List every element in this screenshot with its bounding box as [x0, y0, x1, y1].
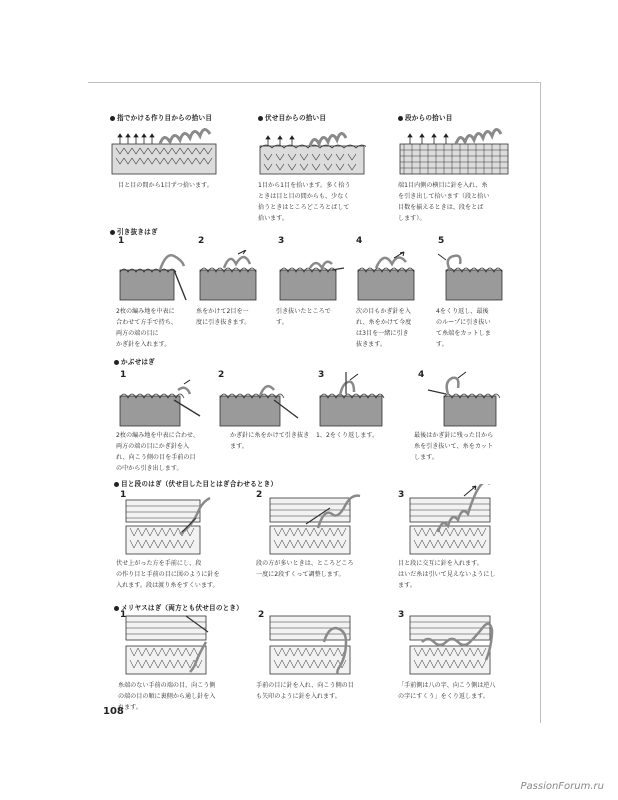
step-caption: 糸をかけて2目を一 度に引き抜きます。: [196, 308, 251, 326]
step-caption: 段の方が多いときは、ところどころ 一度に2段すくって調整します。: [256, 560, 354, 578]
section-caption: 1目から1目を拾います。多く拾う ときは目と目の間からも、少なく 拾うときはところどころとばして 拾います。: [258, 182, 351, 222]
step-caption: 糸端のない手前の端の目、向こう側 の端の目の順に裏側から通し針を入 れます。: [118, 682, 216, 711]
step-caption: 4をくり返し、最後 のループに引き抜い て糸端をカットしま す。: [436, 308, 491, 348]
step-number: 4: [356, 236, 363, 246]
bullet-icon: [114, 360, 119, 365]
step-number: 2: [256, 490, 263, 500]
slip-stitch-step-figure: [354, 250, 426, 302]
step-caption: 目と段に交互に針を入れます。 はいだ糸は引いて見えないようにし ます。: [398, 560, 496, 589]
step-caption: 最後はかぎ針に残った目から 糸を引き抜いて、糸をカット します。: [414, 432, 494, 461]
kitchener-step-figure: [268, 612, 364, 676]
step-number: 2: [258, 610, 265, 620]
step-caption: 2枚の編み地を中表に合わせ、 両方の端の目にかぎ針を入 れ、向こう側の目を手前の目 の中から引き出します。: [116, 432, 199, 472]
stitch-row-graft-figure: [268, 494, 364, 556]
section-title: 伏せ目からの拾い目: [258, 112, 326, 122]
cover-bind-step-figure: [118, 378, 204, 428]
section-title: 目と段のはぎ（伏せ目した目とはぎ合わせるとき）: [114, 478, 277, 488]
cover-bind-step-figure: [316, 370, 402, 428]
step-number: 3: [318, 370, 325, 380]
cover-bind-step-figure: [216, 378, 302, 428]
cover-bind-step-figure: [414, 370, 500, 428]
bullet-icon: [114, 482, 119, 487]
bullet-icon: [110, 230, 115, 235]
section-title: 引き抜きはぎ: [110, 226, 158, 236]
step-caption: 引き抜いたところで す。: [276, 308, 331, 326]
slip-stitch-step-figure: [436, 250, 508, 302]
slip-stitch-step-figure: [116, 250, 188, 302]
step-number: 1: [118, 236, 125, 246]
step-number: 5: [438, 236, 445, 246]
kitchener-step-figure: [408, 612, 504, 676]
section-title: メリヤスはぎ（両方とも伏せ目のとき）: [114, 602, 243, 612]
bullet-icon: [398, 116, 403, 121]
pickup-bind-off-figure: [258, 126, 366, 176]
section-title: 段からの拾い目: [398, 112, 453, 122]
step-number: 3: [398, 610, 405, 620]
slip-stitch-step-figure: [276, 250, 348, 302]
bullet-icon: [110, 116, 115, 121]
step-caption: 伏せ上がった方を手前にし、段 の作り目と手前の目に図のように針を 入れます。段は渡り糸をすくいます。: [116, 560, 220, 589]
step-caption: 2枚の編み地を中表に 合わせて方手で持ち、 両方の端の目に かぎ針を入れます。: [116, 308, 177, 348]
step-number: 2: [198, 236, 205, 246]
step-caption: 「手前側は八の字、向こう側は逆八 の字にすくう」をくり返します。: [398, 682, 496, 700]
kitchener-step-figure: [124, 612, 220, 676]
step-number: 3: [398, 490, 405, 500]
step-caption: 手前の目に針を入れ、向こう側の目 も矢印のように針を入れます。: [256, 682, 354, 700]
step-number: 2: [218, 370, 225, 380]
section-caption: 目と目の間から1目ずつ拾います。: [118, 182, 213, 189]
step-number: 1: [120, 370, 127, 380]
step-caption: 1、2をくり返します。: [316, 432, 379, 439]
slip-stitch-step-figure: [196, 250, 268, 302]
section-caption: 端1目内側の横目に針を入れ、糸 を引き出して拾います（段と拾い 目数を揃えるときは、段をとば します）。: [398, 182, 490, 222]
pickup-rows-figure: [398, 126, 510, 176]
step-caption: 次の目もかぎ針を入 れ、糸をかけて今度 は3目を一緒に引き 抜きます。: [356, 308, 412, 348]
step-number: 1: [120, 490, 127, 500]
section-title: かぶせはぎ: [114, 356, 155, 366]
bullet-icon: [258, 116, 263, 121]
bullet-icon: [114, 606, 119, 611]
pickup-cast-on-figure: [110, 126, 218, 176]
stitch-row-graft-figure: [408, 484, 500, 556]
stitch-row-graft-figure: [124, 496, 218, 556]
section-title: 指でかける作り目からの拾い目: [110, 112, 212, 122]
step-caption: かぎ針に糸をかけて引き抜き ます。: [230, 432, 310, 450]
step-number: 1: [120, 610, 127, 620]
watermark: PassionForum.ru: [520, 781, 604, 792]
step-number: 4: [418, 370, 425, 380]
page-number: 108: [103, 706, 124, 717]
step-number: 3: [278, 236, 285, 246]
